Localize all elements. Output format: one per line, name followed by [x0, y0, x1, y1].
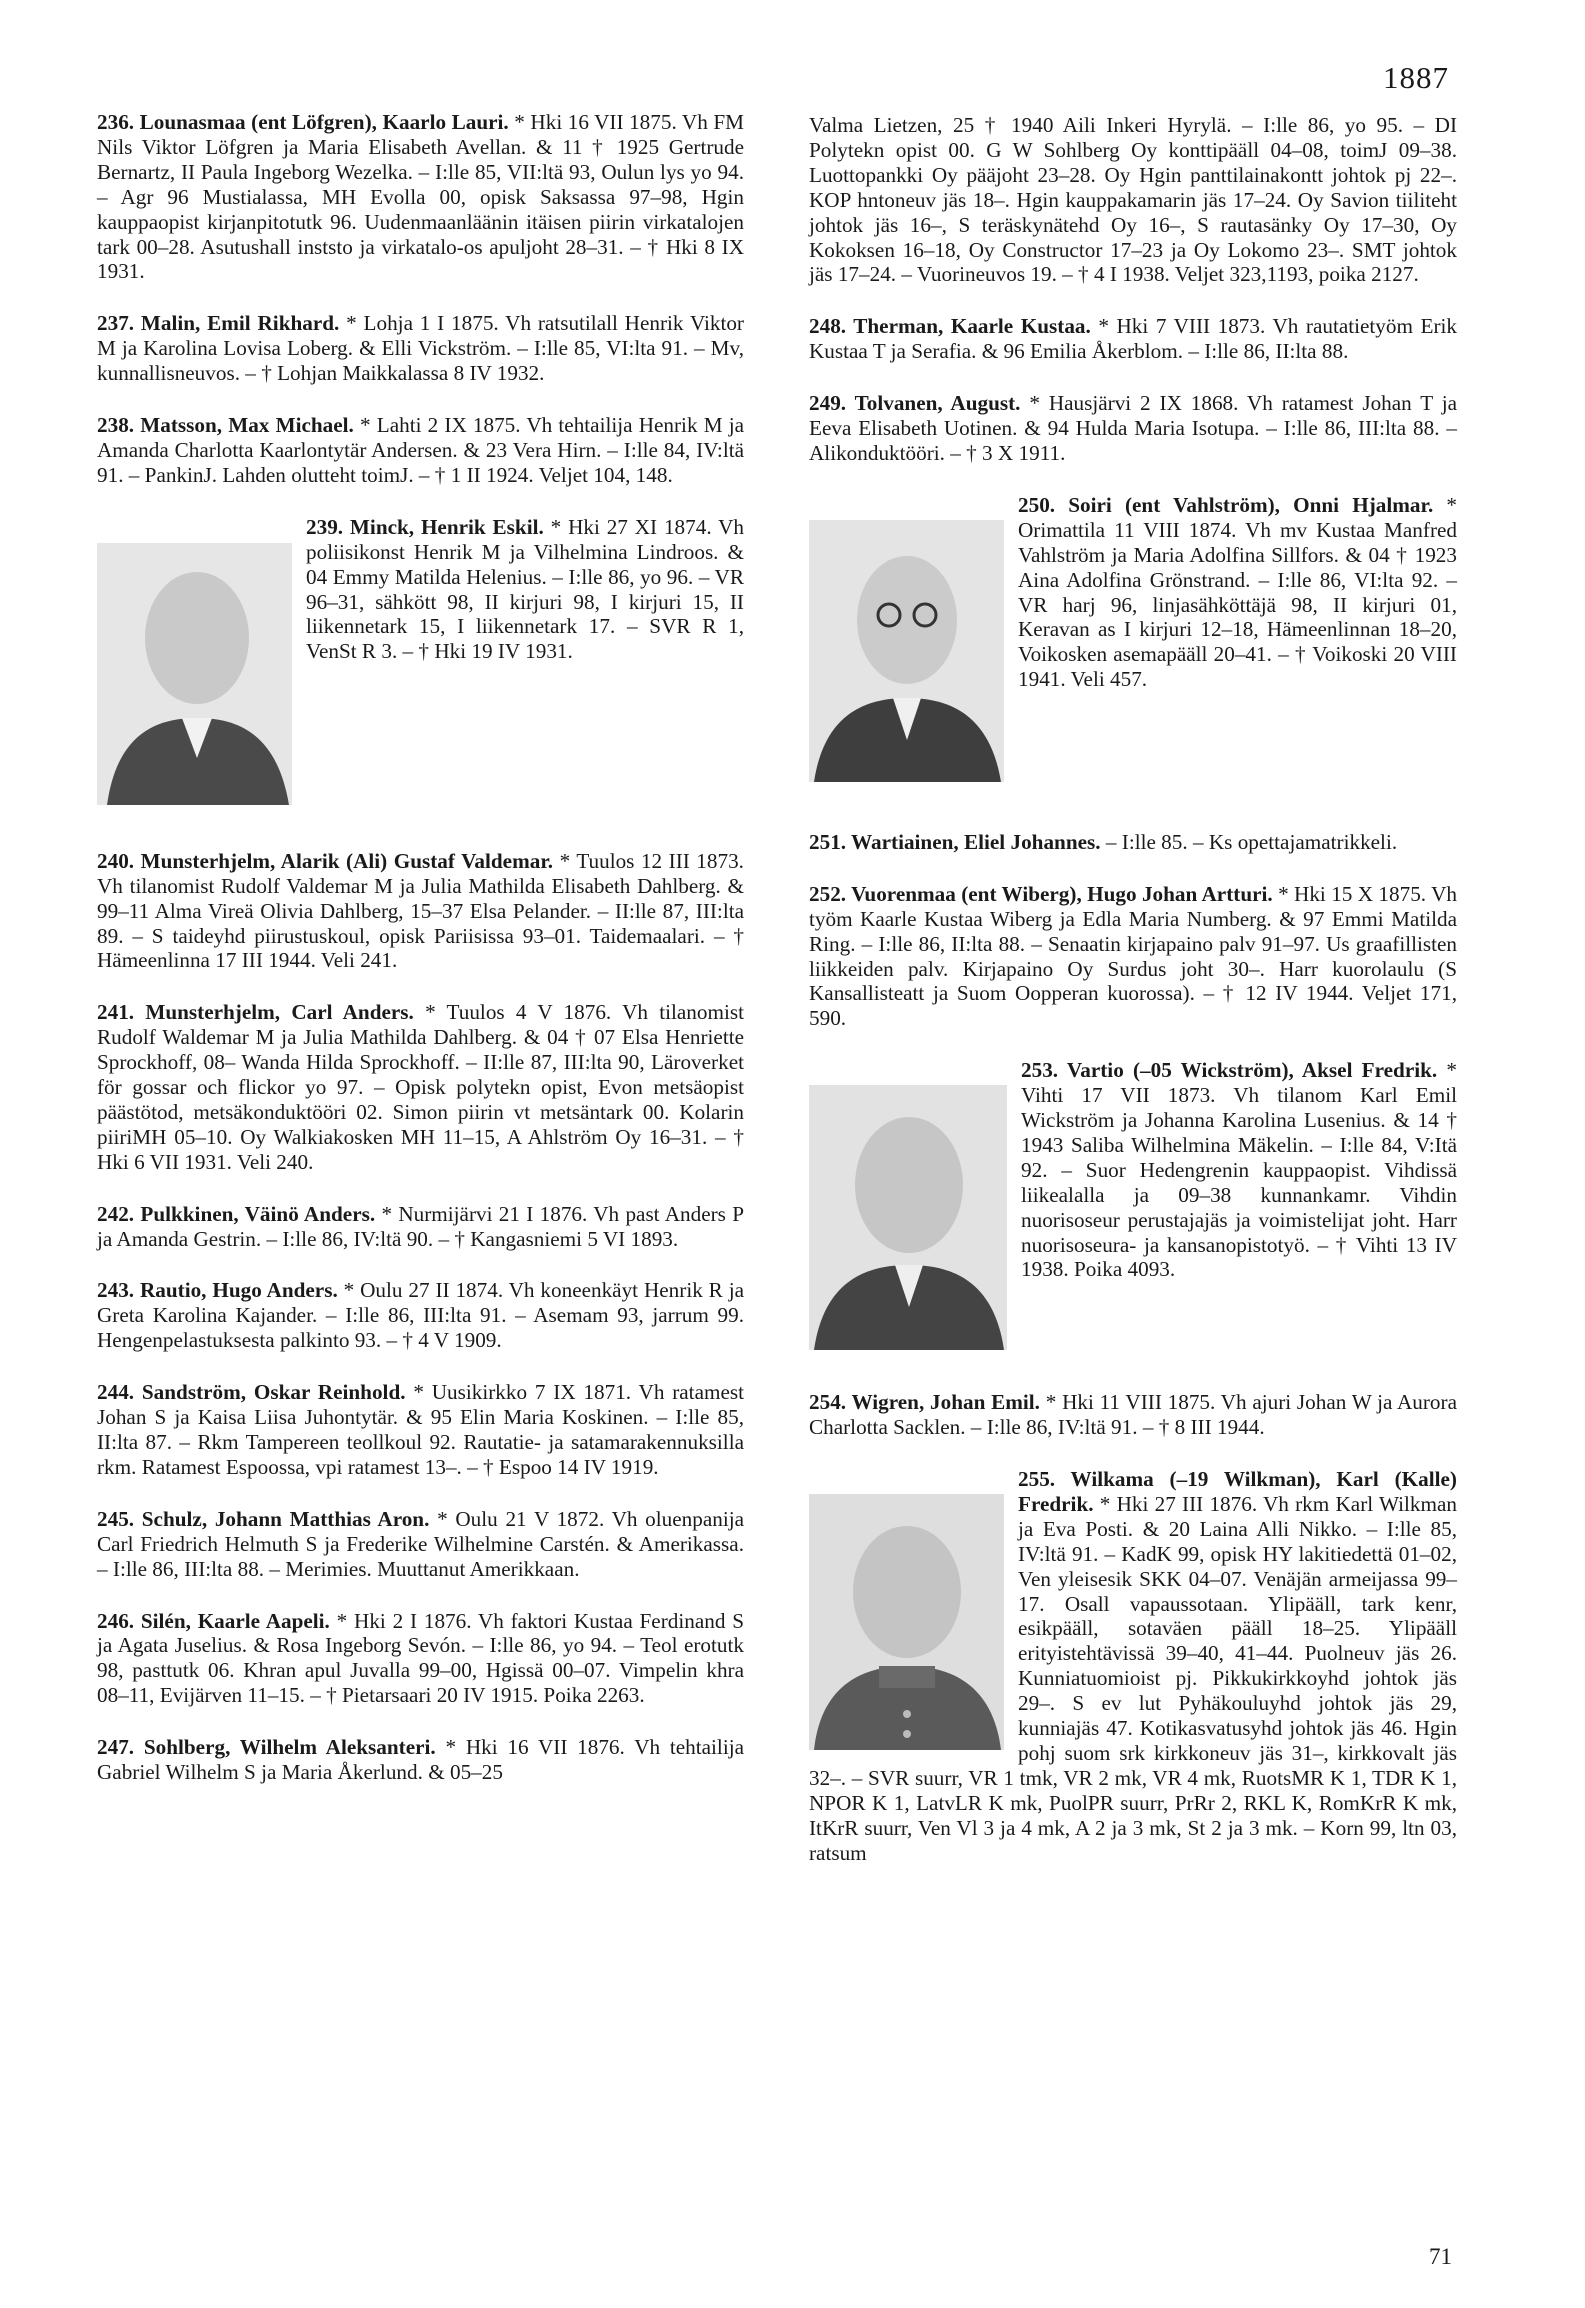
entry-text: * Hki 11 VIII 1875. Vh ajuri Johan W ja Aurora Charlotta Sacklen. – I:lle 86, IV:ltä 91. – † 8 III 1944. [809, 1390, 1457, 1440]
entry-240 [97, 849, 744, 974]
year-heading: 1887 [1383, 60, 1449, 95]
page-number: 71 [1429, 2244, 1452, 2269]
entry-238 [97, 413, 744, 488]
entry-heading: 238. Matsson, Max Michael. [97, 413, 354, 438]
entry-heading: 237. Malin, Emil Rikhard. [97, 311, 340, 336]
left-column [97, 110, 744, 1785]
entry-text: * Hausjärvi 2 IX 1868. Vh ratamest Johan T ja Eeva Elisabeth Uotinen. & 94 Hulda Maria Isotupa. – I:lle 86, III:lta 88. – Alikonduktööri. – † 3 X 1911. [809, 391, 1457, 465]
entry-text: * Uusikirkko 7 IX 1871. Vh ratamest Johan S ja Kaisa Liisa Juhontytär. & 95 Elin Maria Koskinen. – I:lle 85, II:lta 87. – Rkm Tampereen teollkoul 92. Rautatie- ja satamarakennuksilla rkm. Ratamest Espoossa, vpi ratamest 13–. – † Espoo 14 IV 1919. [97, 1380, 744, 1479]
entry-heading: 244. Sandström, Oskar Reinhold. [97, 1380, 406, 1405]
entry-254 [809, 1390, 1457, 1440]
entry-text: Valma Lietzen, 25 † 1940 Aili Inkeri Hyrylä. – I:lle 86, yo 95. – DI Polytekn opist 00. G W Sohlberg Oy konttipääll 04–08, toimJ 09–38. Luottopankki Oy pääjoht 23–28. Oy Hgin panttilainakontt johtok pj 22–. KOP hntoneuv jäs 18–. Hgin kauppakamarin jäs 17–24. Oy Savion tiiliteht johtok jäs 16–, S teräskynätehd Oy 16–, S rautasänky Oy 17–30, Oy Kokoksen 16–18, Oy Constructor 17–23 ja Oy Lokomo 23–. SMT johtok jäs 17–24. – Vuorineuvos 19. – † 4 I 1938. Veljet 323,1193, poika 2127. [809, 113, 1457, 287]
entry-heading: 241. Munsterhjelm, Carl Anders. [97, 1000, 414, 1025]
entry-heading: 236. Lounasmaa (ent Löfgren), Kaarlo Lauri. [97, 110, 509, 134]
entry-text: * Orimattila 11 VIII 1874. Vh mv Kustaa Manfred Vahlström ja Maria Adolfina Sillfors. & 04 † 1923 Aina Adolfina Grönstrand. – I:lle 86, VI:lta 92. – VR harj 96, linjasähköttäjä 98, II kirjuri 01, Keravan as I kirjuri 12–18, Hämeenlinnan 18–20, Voikosken asemapääll 20–41. – † Voikoski 20 VIII 1941. Veli 457. [1018, 492, 1458, 692]
entry-heading: 246. Silén, Kaarle Aapeli. [97, 1608, 330, 1633]
entry-243 [97, 1278, 744, 1353]
entry-242 [97, 1202, 744, 1252]
entry-heading: 251. Wartiainen, Eliel Johannes. [809, 829, 1101, 854]
entry-heading: 255. Wilkama (–19 Wilkman), Karl (Kalle) Fredrik. [1018, 1467, 1457, 1516]
entry-heading: 247. Sohlberg, Wilhelm Aleksanteri. [97, 1735, 436, 1760]
entry-text: * Hki 27 III 1876. Vh rkm Karl Wilkman ja Eva Posti. & 20 Laina Alli Nikko. – I:lle 85, IV:ltä 91. – KadK 99, opisk HY lakitiedettä 01–02, Ven yleisesik SKK 04–07. Venäjän armeijassa 99–17. Osall vapaussotaan. Ylipääll, tark kenr, esikpääll, sotaväen pääll 18–25. Ylipääll erityistehtävissä 39–40, 41–44. Puolneuv jäs 26. Kunniatuomioist pj. Pikkukirkkoyhd johtok jäs 29–. S ev lut Pyhäkouluyhd johtok jäs 29, kunniajäs 47. Kotikasvatusyhd johtok jäs 46. Hgin pohj suom srk kirkkoneuv jäs 31–, kirkkovalt jäs 32–. – SVR suurr, VR 1 tmk, VR 2 mk, VR 4 mk, RuotsMR K 1, TDR K 1, NPOR K 1, LatvLR K mk, PuolPR suurr, PrRr 2, RKL K, RomKrR K mk, ItKrR suurr, Ven Vl 3 ja 4 mk, A 2 ja 3 mk, St 2 ja 3 mk. – Korn 99, ltn 03, ratsum [809, 1491, 1457, 1865]
entry-text: * Hki 2 I 1876. Vh faktori Kustaa Ferdinand S ja Agata Juselius. & Rosa Ingeborg Sevón. – I:lle 86, yo 94. – Teol erotutk 98, pasttutk 06. Khran apul Juvalla 99–00, Hgissä 00–07. Vimpelin khra 08–11, Evijärven 11–15. – † Pietarsaari 20 IV 1915. Poika 2263. [97, 1608, 745, 1708]
entry-246 [97, 1609, 744, 1709]
entry-heading: 248. Therman, Kaarle Kustaa. [809, 314, 1091, 339]
entry-heading: 250. Soiri (ent Vahlström), Onni Hjalmar. [1018, 492, 1434, 517]
entry-252 [809, 882, 1457, 1031]
entry-heading: 242. Pulkkinen, Väinö Anders. [97, 1201, 376, 1226]
entry-250 [809, 493, 1457, 808]
portrait-photo [809, 1085, 1007, 1350]
entry-text: * Lahti 2 IX 1875. Vh tehtailija Henrik M ja Amanda Charlotta Kaarlontytär Andersen. & 23 Vera Hirn. – I:lle 84, IV:ltä 91. – PankinJ. Lahden olutteht toimJ. – † 1 II 1924. Veljet 104, 148. [97, 413, 744, 487]
entry-text: * Hki 15 X 1875. Vh työm Kaarle Kustaa Wiberg ja Edla Maria Numberg. & 97 Emmi Matilda Ring. – I:lle 86, II:lta 88. – Senaatin kirjapaino palv 91–97. Us graafillisten liikkeiden palv. Kirjapaino Oy Surdus joht 30–. Harr kuorolaulu (S Kansallisteatt ja Suom Oopperan kuorossa). – † 12 IV 1944. Veljet 171, 590. [809, 881, 1457, 1031]
entry-255 [809, 1467, 1457, 1866]
entry-text: * Oulu 27 II 1874. Vh koneenkäyt Henrik R ja Greta Karolina Kajander. – I:lle 86, III:lta 91. – Asemam 93, jarrum 99. Hengenpelastuksesta palkinto 93. – † 4 V 1909. [97, 1278, 744, 1353]
entry-247 [97, 1735, 744, 1785]
entry-heading: 253. Vartio (–05 Wickström), Aksel Fredrik. [1021, 1058, 1438, 1083]
entry-248 [809, 314, 1457, 364]
entry-text: * Hki 27 XI 1874. Vh poliisikonst Henrik M ja Vilhelmina Lindroos. & 04 Emmy Matilda Helenius. – I:lle 86, yo 96. – VR 96–31, sähkött 98, II kirjuri 98, I kirjuri 15, II liikennetark 15, I liikennetark 17. – SVR R 1, VenSt R 3. – † Hki 19 IV 1931. [306, 514, 744, 664]
entry-249 [809, 391, 1457, 466]
entry-236 [97, 110, 744, 284]
entry-253 [809, 1058, 1457, 1368]
entry-239 [97, 515, 744, 815]
entry-text: * Hki 16 VII 1875. Vh FM Nils Viktor Löfgren ja Maria Elisabeth Avellan. & 11 † 1925 Gertrude Bernartz, II Paula Ingeborg Wezelka. – I:lle 85, VII:ltä 93, Oulun lys yo 94. – Agr 96 Mustialassa, MH Evolla 00, opisk Saksassa 97–98, Hgin kauppaopist kirjanpitotutk 96. Uudenmaanläänin itäisen piirin virkatalojen tark 00–28. Asutushall inststo ja virkatalo-os apuljoht 28–31. – † Hki 8 IX 1931. [97, 110, 744, 284]
entry-251 [809, 830, 1457, 855]
entry-244 [97, 1380, 744, 1480]
entry-245 [97, 1507, 744, 1582]
entry-text: * Hki 16 VII 1876. Vh tehtailija Gabriel Wilhelm S ja Maria Åkerlund. & 05–25 [97, 1735, 745, 1785]
portrait-photo [97, 543, 292, 805]
entry-text: * Vihti 17 VII 1873. Vh tilanom Karl Emil Wickström ja Johanna Karolina Lusenius. & 14 † 1943 Saliba Wilhelmina Mäkelin. – I:lle 84, V:Itä 92. – Suor Hedengrenin kauppaopist. Vihdissä liikealalla ja 09–38 kunnankamr. Vihdin nuorisoseur perustajajäs ja voimistelijat joht. Harr nuorisoseura- ja kansanopistotyö. – † Vihti 13 IV 1938. Poika 4093. [1021, 1058, 1457, 1282]
entry-text: * Lohja 1 I 1875. Vh ratsutilall Henrik Viktor M ja Karolina Lovisa Loberg. & Elli Vickström. – I:lle 85, VI:lta 91. – Mv, kunnallisneuvos. – † Lohjan Maikkalassa 8 IV 1932. [97, 311, 744, 386]
entry-text: * Nurmijärvi 21 I 1876. Vh past Anders P ja Amanda Gestrin. – I:lle 86, IV:ltä 90. – † Kangasniemi 5 VI 1893. [97, 1201, 744, 1251]
entry-heading: 243. Rautio, Hugo Anders. [97, 1278, 338, 1303]
entry-241 [97, 1000, 744, 1174]
entry-text: – I:lle 85. – Ks opettajamatrikkeli. [1100, 829, 1398, 854]
entry-text: * Oulu 21 V 1872. Vh oluenpanija Carl Friedrich Helmuth S ja Frederike Wilhelmine Carstén. & Amerikassa. – I:lle 86, III:lta 88. – Merimies. Muuttanut Amerikkaan. [97, 1506, 744, 1581]
entry-text: * Hki 7 VIII 1873. Vh rautatietyöm Erik Kustaa T ja Serafia. & 96 Emilia Åkerblom. – I:lle 86, II:lta 88. [809, 314, 1458, 364]
entry-heading: 245. Schulz, Johann Matthias Aron. [97, 1506, 430, 1531]
entry-heading: 252. Vuorenmaa (ent Wiberg), Hugo Johan Artturi. [809, 881, 1273, 906]
entry-247-continued [809, 113, 1457, 287]
entry-heading: 240. Munsterhjelm, Alarik (Ali) Gustaf Valdemar. [97, 848, 554, 873]
portrait-photo [809, 1494, 1004, 1750]
entry-text: * Tuulos 12 III 1873. Vh tilanomist Rudolf Valdemar M ja Julia Mathilda Elisabeth Dahlberg. & 99–11 Alma Vireä Olivia Dahlberg, 15–37 Elsa Pelander. – II:lle 87, III:lta 89. – S taideyhd piirustuskoul, opisk Pariisissa 93–01. Taidemaalari. – † Hämeenlinna 17 III 1944. Veli 241. [97, 848, 744, 973]
entry-heading: 254. Wigren, Johan Emil. [809, 1390, 1040, 1415]
entry-heading: 239. Minck, Henrik Eskil. [306, 514, 544, 539]
portrait-photo [809, 520, 1004, 782]
entry-heading: 249. Tolvanen, August. [809, 391, 1021, 416]
entry-237 [97, 311, 744, 386]
right-column [809, 113, 1457, 1866]
entry-text: * Tuulos 4 V 1876. Vh tilanomist Rudolf Waldemar M ja Julia Mathilda Dahlberg. & 04 † 07 Elsa Henriette Sprockhoff, 08– Wanda Hilda Sprockhoff. – II:lle 87, III:lta 90, Läroverket för gossar och flickor yo 97. – Opisk polytekn opist, Evon metsäopist päästötod, metsäkonduktööri 02. Simon piirin vt metsäntark 00. Kolarin piiriMH 05–10. Oy Walkiakosken MH 11–15, A Ahlström Oy 16–31. – † Hki 6 VII 1931. Veli 240. [97, 1000, 744, 1174]
